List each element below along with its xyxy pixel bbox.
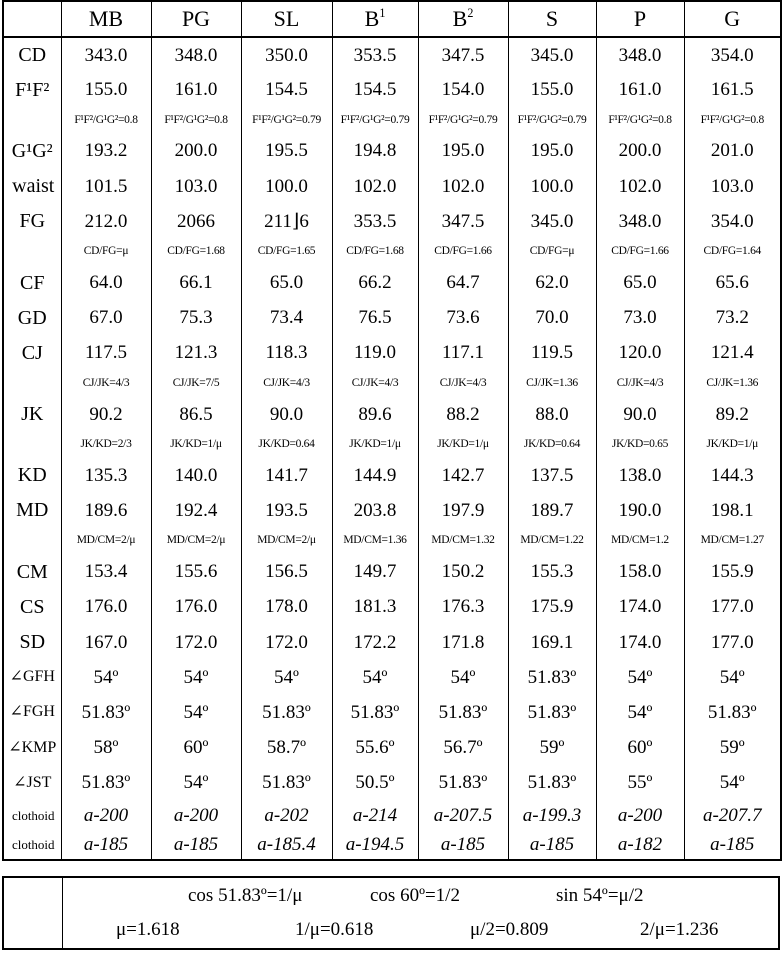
ratio-cell: CJ/JK=1.36 <box>684 371 781 397</box>
table-cell: 137.5 <box>508 458 596 493</box>
table-cell: 58.7º <box>241 730 332 765</box>
table-cell: 89.2 <box>684 397 781 432</box>
table-cell: 73.2 <box>684 300 781 335</box>
row-label: CF <box>3 265 61 300</box>
table-row <box>3 730 781 765</box>
ratio-cell: MD/CM=2/μ <box>61 528 151 554</box>
table-cell: 343.0 <box>61 37 151 72</box>
table-cell: 348.0 <box>596 204 684 239</box>
ratio-row <box>3 432 781 458</box>
table-cell: 155.6 <box>151 554 241 589</box>
row-label: ∠GFH <box>3 660 61 695</box>
table-cell: 144.9 <box>332 458 418 493</box>
table-cell: 193.5 <box>241 493 332 528</box>
table-cell: 65.0 <box>596 265 684 300</box>
table-cell: 156.5 <box>241 554 332 589</box>
table-cell: 172.0 <box>241 624 332 659</box>
table-cell: 103.0 <box>684 169 781 204</box>
table-cell: 102.0 <box>596 169 684 204</box>
ratio-row <box>3 371 781 397</box>
table-cell: 118.3 <box>241 335 332 370</box>
table-cell: a-182 <box>596 830 684 860</box>
column-header-label: MB <box>88 6 124 31</box>
column-header <box>508 1 596 37</box>
table-cell: 171.8 <box>418 624 508 659</box>
table-cell: 161.0 <box>596 72 684 107</box>
table-cell: 66.1 <box>151 265 241 300</box>
ratio-cell: CJ/JK=4/3 <box>332 371 418 397</box>
table-cell: 54º <box>684 765 781 800</box>
table-cell: 100.0 <box>241 169 332 204</box>
table-cell: 175.9 <box>508 589 596 624</box>
ratio-cell: MD/CM=1.32 <box>418 528 508 554</box>
row-label: CM <box>3 554 61 589</box>
row-label: KD <box>3 458 61 493</box>
table-cell: 348.0 <box>596 37 684 72</box>
column-header-label: SL <box>273 6 300 31</box>
table-cell: 198.1 <box>684 493 781 528</box>
table-cell: 58º <box>61 730 151 765</box>
ratio-cell: F¹F²/G¹G²=0.79 <box>332 107 418 133</box>
table-cell: 354.0 <box>684 204 781 239</box>
table-row <box>3 204 781 239</box>
table-cell: 50.5º <box>332 765 418 800</box>
table-cell: a-200 <box>61 800 151 830</box>
table-cell: 178.0 <box>241 589 332 624</box>
table-cell: 59º <box>508 730 596 765</box>
half-mu-value: μ/2=0.809 <box>470 919 549 940</box>
column-header-label: S <box>545 6 559 31</box>
table-cell: 65.6 <box>684 265 781 300</box>
table-cell: 100.0 <box>508 169 596 204</box>
table-cell: 51.83º <box>61 765 151 800</box>
table-cell: 200.0 <box>596 133 684 168</box>
table-cell: 347.5 <box>418 204 508 239</box>
table-cell: 350.0 <box>241 37 332 72</box>
table-cell: 172.0 <box>151 624 241 659</box>
row-label <box>3 371 61 397</box>
table-cell: 73.6 <box>418 300 508 335</box>
table-cell: 60º <box>596 730 684 765</box>
table-row <box>3 554 781 589</box>
table-cell: 153.4 <box>61 554 151 589</box>
ratio-cell: CD/FG=1.65 <box>241 239 332 265</box>
table-cell: 195.5 <box>241 133 332 168</box>
table-cell: 200.0 <box>151 133 241 168</box>
table-cell: 54º <box>596 660 684 695</box>
ratio-cell: CD/FG=μ <box>508 239 596 265</box>
table-cell: 73.0 <box>596 300 684 335</box>
ratio-cell: CJ/JK=4/3 <box>61 371 151 397</box>
table-cell: 56.7º <box>418 730 508 765</box>
table-cell: a-185.4 <box>241 830 332 860</box>
table-cell: a-194.5 <box>332 830 418 860</box>
row-label: SD <box>3 624 61 659</box>
table-cell: 144.3 <box>684 458 781 493</box>
ratio-cell: CJ/JK=4/3 <box>418 371 508 397</box>
column-header <box>61 1 151 37</box>
table-cell: 169.1 <box>508 624 596 659</box>
table-cell: 51.83º <box>418 765 508 800</box>
table-row <box>3 765 781 800</box>
table-cell: 51.83º <box>61 695 151 730</box>
table-cell: 347.5 <box>418 37 508 72</box>
table-cell: 142.7 <box>418 458 508 493</box>
table-cell: a-185 <box>684 830 781 860</box>
ratio-cell: CJ/JK=4/3 <box>596 371 684 397</box>
table-cell: 54º <box>332 660 418 695</box>
table-cell: 348.0 <box>151 37 241 72</box>
table-cell: 174.0 <box>596 589 684 624</box>
row-label: G¹G² <box>3 133 61 168</box>
mu-value: μ=1.618 <box>116 919 180 940</box>
column-header-label: PG <box>181 6 211 31</box>
table-cell: a-185 <box>61 830 151 860</box>
table-cell: 161.0 <box>151 72 241 107</box>
ratio-cell: CJ/JK=7/5 <box>151 371 241 397</box>
ratio-cell: MD/CM=1.22 <box>508 528 596 554</box>
column-header <box>241 1 332 37</box>
table-row <box>3 169 781 204</box>
ratio-cell: JK/KD=0.64 <box>508 432 596 458</box>
table-cell: 195.0 <box>418 133 508 168</box>
table-cell: 66.2 <box>332 265 418 300</box>
ratio-cell: CD/FG=1.66 <box>596 239 684 265</box>
table-cell: 51.83º <box>684 695 781 730</box>
ratio-cell: JK/KD=2/3 <box>61 432 151 458</box>
table-cell: 51.83º <box>241 765 332 800</box>
table-cell: 90.2 <box>61 397 151 432</box>
table-cell: 51.83º <box>241 695 332 730</box>
table-row <box>3 133 781 168</box>
table-row <box>3 335 781 370</box>
table-cell: 176.0 <box>151 589 241 624</box>
row-label: CS <box>3 589 61 624</box>
row-label: ∠JST <box>3 765 61 800</box>
table-cell: 189.7 <box>508 493 596 528</box>
table-cell: 119.0 <box>332 335 418 370</box>
table-cell: 155.0 <box>61 72 151 107</box>
table-cell: 177.0 <box>684 624 781 659</box>
ratio-cell: CD/FG=1.66 <box>418 239 508 265</box>
column-header-superscript: 1 <box>379 5 386 20</box>
column-header-label: B <box>364 6 380 31</box>
ratio-cell: MD/CM=1.2 <box>596 528 684 554</box>
ratio-cell: CD/FG=1.68 <box>332 239 418 265</box>
table-cell: 65.0 <box>241 265 332 300</box>
ratio-row <box>3 107 781 133</box>
sin-54-formula: sin 54º=μ/2 <box>556 885 644 906</box>
table-cell: 54º <box>61 660 151 695</box>
table-cell: 51.83º <box>332 695 418 730</box>
table-cell: 54º <box>151 765 241 800</box>
table-cell: 176.3 <box>418 589 508 624</box>
table-cell: 154.0 <box>418 72 508 107</box>
table-cell: 64.7 <box>418 265 508 300</box>
table-row <box>3 37 781 72</box>
table-cell: 2066 <box>151 204 241 239</box>
table-cell: 117.5 <box>61 335 151 370</box>
table-cell: 193.2 <box>61 133 151 168</box>
table-cell: 89.6 <box>332 397 418 432</box>
header-corner <box>3 1 61 37</box>
table-cell: 121.4 <box>684 335 781 370</box>
column-header <box>418 1 508 37</box>
row-label: F¹F² <box>3 72 61 107</box>
table-cell: a-207.7 <box>684 800 781 830</box>
table-cell: 88.0 <box>508 397 596 432</box>
table-cell: 51.83º <box>508 765 596 800</box>
table-cell: 51.83º <box>508 660 596 695</box>
table-row <box>3 300 781 335</box>
row-label: FG <box>3 204 61 239</box>
ratio-row <box>3 528 781 554</box>
table-cell: 51.83º <box>508 695 596 730</box>
table-cell: 155.9 <box>684 554 781 589</box>
row-label: ∠FGH <box>3 695 61 730</box>
ratio-cell: CJ/JK=4/3 <box>241 371 332 397</box>
table-cell: 154.5 <box>241 72 332 107</box>
table-cell: 54º <box>596 695 684 730</box>
table-cell: 54º <box>151 660 241 695</box>
table-cell: 101.5 <box>61 169 151 204</box>
table-cell: 177.0 <box>684 589 781 624</box>
table-cell: 194.8 <box>332 133 418 168</box>
table-row <box>3 800 781 830</box>
table-cell: 90.0 <box>241 397 332 432</box>
ratio-cell: JK/KD=1/μ <box>151 432 241 458</box>
table-cell: a-185 <box>508 830 596 860</box>
table-cell: a-214 <box>332 800 418 830</box>
table-cell: 73.4 <box>241 300 332 335</box>
table-cell: 197.9 <box>418 493 508 528</box>
row-label: GD <box>3 300 61 335</box>
table-cell: 59º <box>684 730 781 765</box>
table-cell: 150.2 <box>418 554 508 589</box>
ratio-cell: F¹F²/G¹G²=0.8 <box>684 107 781 133</box>
ratio-cell: MD/CM=1.27 <box>684 528 781 554</box>
table-cell: 54º <box>684 660 781 695</box>
formula-footer <box>2 876 780 950</box>
table-cell: 90.0 <box>596 397 684 432</box>
column-header-label: B <box>452 6 468 31</box>
footer-divider <box>62 878 63 948</box>
table-cell: 102.0 <box>332 169 418 204</box>
table-cell: 195.0 <box>508 133 596 168</box>
table-cell: 181.3 <box>332 589 418 624</box>
table-cell: 211⌋6 <box>241 204 332 239</box>
ratio-cell: CD/FG=μ <box>61 239 151 265</box>
table-cell: 51.83º <box>418 695 508 730</box>
table-cell: 119.5 <box>508 335 596 370</box>
ratio-cell: F¹F²/G¹G²=0.8 <box>151 107 241 133</box>
column-header <box>684 1 781 37</box>
table-cell: 353.5 <box>332 37 418 72</box>
cos-60-formula: cos 60º=1/2 <box>370 885 460 906</box>
table-cell: 55.6º <box>332 730 418 765</box>
ratio-cell: MD/CM=2/μ <box>241 528 332 554</box>
table-cell: a-199.3 <box>508 800 596 830</box>
table-cell: 158.0 <box>596 554 684 589</box>
ratio-cell: JK/KD=0.64 <box>241 432 332 458</box>
row-label <box>3 432 61 458</box>
inverse-mu-value: 1/μ=0.618 <box>295 919 374 940</box>
table-cell: 64.0 <box>61 265 151 300</box>
table-cell: 121.3 <box>151 335 241 370</box>
ratio-cell: JK/KD=0.65 <box>596 432 684 458</box>
table-cell: a-185 <box>418 830 508 860</box>
ratio-cell: CD/FG=1.68 <box>151 239 241 265</box>
table-cell: 140.0 <box>151 458 241 493</box>
row-label: clothoid <box>3 830 61 860</box>
table-cell: 161.5 <box>684 72 781 107</box>
ratio-row <box>3 239 781 265</box>
table-cell: 149.7 <box>332 554 418 589</box>
table-cell: 117.1 <box>418 335 508 370</box>
table-cell: 88.2 <box>418 397 508 432</box>
ratio-cell: JK/KD=1/μ <box>684 432 781 458</box>
proportion-table <box>2 0 782 861</box>
table-row <box>3 830 781 860</box>
ratio-cell: MD/CM=2/μ <box>151 528 241 554</box>
table-row <box>3 660 781 695</box>
ratio-cell: F¹F²/G¹G²=0.79 <box>241 107 332 133</box>
table-cell: 174.0 <box>596 624 684 659</box>
table-row <box>3 72 781 107</box>
column-header <box>596 1 684 37</box>
row-label: CD <box>3 37 61 72</box>
table-cell: 176.0 <box>61 589 151 624</box>
ratio-cell: F¹F²/G¹G²=0.79 <box>508 107 596 133</box>
column-header <box>151 1 241 37</box>
table-cell: 76.5 <box>332 300 418 335</box>
table-cell: a-200 <box>596 800 684 830</box>
table-cell: 353.5 <box>332 204 418 239</box>
table-cell: 155.0 <box>508 72 596 107</box>
table-cell: 203.8 <box>332 493 418 528</box>
table-row <box>3 265 781 300</box>
table-cell: 102.0 <box>418 169 508 204</box>
ratio-cell: CJ/JK=1.36 <box>508 371 596 397</box>
row-label: clothoid <box>3 800 61 830</box>
row-label: JK <box>3 397 61 432</box>
table-cell: 55º <box>596 765 684 800</box>
row-label: CJ <box>3 335 61 370</box>
table-cell: 141.7 <box>241 458 332 493</box>
table-cell: 86.5 <box>151 397 241 432</box>
column-header-superscript: 2 <box>467 5 474 20</box>
row-label: ∠KMP <box>3 730 61 765</box>
column-header <box>332 1 418 37</box>
ratio-cell: F¹F²/G¹G²=0.8 <box>61 107 151 133</box>
table-row <box>3 493 781 528</box>
table-cell: 189.6 <box>61 493 151 528</box>
row-label: MD <box>3 493 61 528</box>
column-header-label: G <box>724 6 741 31</box>
table-cell: 167.0 <box>61 624 151 659</box>
ratio-cell: F¹F²/G¹G²=0.79 <box>418 107 508 133</box>
table-row <box>3 397 781 432</box>
table-cell: 62.0 <box>508 265 596 300</box>
table-cell: 212.0 <box>61 204 151 239</box>
table-cell: 155.3 <box>508 554 596 589</box>
two-over-mu-value: 2/μ=1.236 <box>640 919 719 940</box>
table-cell: 354.0 <box>684 37 781 72</box>
table-cell: 172.2 <box>332 624 418 659</box>
ratio-cell: F¹F²/G¹G²=0.8 <box>596 107 684 133</box>
table-row <box>3 624 781 659</box>
table-cell: 54º <box>418 660 508 695</box>
table-row <box>3 458 781 493</box>
table-cell: 54º <box>241 660 332 695</box>
table-cell: 192.4 <box>151 493 241 528</box>
ratio-cell: JK/KD=1/μ <box>418 432 508 458</box>
table-cell: a-200 <box>151 800 241 830</box>
row-label <box>3 107 61 133</box>
table-row <box>3 695 781 730</box>
cos-51-83-formula: cos 51.83º=1/μ <box>188 885 303 906</box>
row-label: waist <box>3 169 61 204</box>
table-row <box>3 589 781 624</box>
table-cell: 154.5 <box>332 72 418 107</box>
table-cell: 70.0 <box>508 300 596 335</box>
table-cell: 201.0 <box>684 133 781 168</box>
table-cell: 345.0 <box>508 204 596 239</box>
table-cell: 54º <box>151 695 241 730</box>
ratio-cell: JK/KD=1/μ <box>332 432 418 458</box>
table-cell: 138.0 <box>596 458 684 493</box>
table-cell: 135.3 <box>61 458 151 493</box>
table-cell: 60º <box>151 730 241 765</box>
table-cell: 190.0 <box>596 493 684 528</box>
table-cell: 103.0 <box>151 169 241 204</box>
row-label <box>3 528 61 554</box>
table-cell: a-202 <box>241 800 332 830</box>
table-cell: 120.0 <box>596 335 684 370</box>
table-cell: 67.0 <box>61 300 151 335</box>
header-row <box>3 1 781 37</box>
column-header-label: P <box>633 6 647 31</box>
ratio-cell: MD/CM=1.36 <box>332 528 418 554</box>
ratio-cell: CD/FG=1.64 <box>684 239 781 265</box>
table-cell: a-185 <box>151 830 241 860</box>
table-cell: 75.3 <box>151 300 241 335</box>
table-cell: 345.0 <box>508 37 596 72</box>
row-label <box>3 239 61 265</box>
table-cell: a-207.5 <box>418 800 508 830</box>
